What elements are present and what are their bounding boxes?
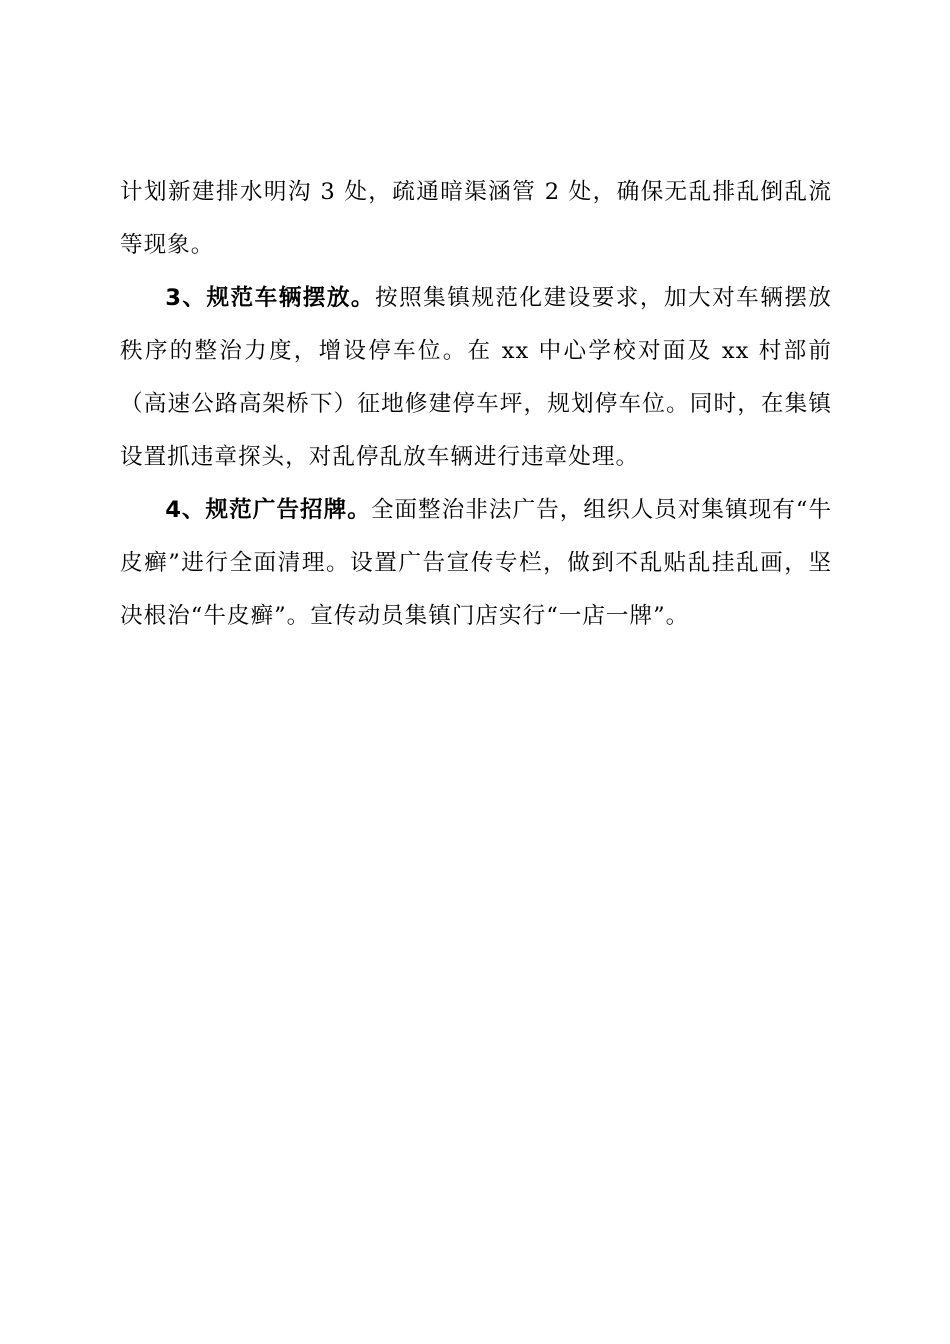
paragraph-continuation: [120, 166, 832, 272]
paragraph-text: 计划新建排水明沟 3 处，疏通暗渠涵管 2 处，确保无乱排乱倒乱流等现象。: [120, 179, 832, 258]
paragraph-heading: 4、规范广告招牌。: [165, 497, 371, 523]
paragraph-vehicle-parking: [120, 272, 832, 484]
paragraph-advertising-signs: [120, 484, 832, 643]
document-body: [120, 166, 832, 643]
paragraph-text: 按照集镇规范化建设要求，加大对车辆摆放秩序的整治力度，增设停车位。在 xx 中心学校对面及 xx 村部前（高速公路高架桥下）征地修建停车坪，规划停车位。同时，在集镇设置抓违章探头，对乱停乱放车辆进行违章处理。: [120, 285, 832, 470]
paragraph-heading: 3、规范车辆摆放。: [165, 285, 376, 311]
paragraph-text: 全面整治非法广告，组织人员对集镇现有“牛皮癣”进行全面清理。设置广告宣传专栏，做到不乱贴乱挂乱画，坚决根治“牛皮癣”。宣传动员集镇门店实行“一店一牌”。: [120, 497, 832, 629]
